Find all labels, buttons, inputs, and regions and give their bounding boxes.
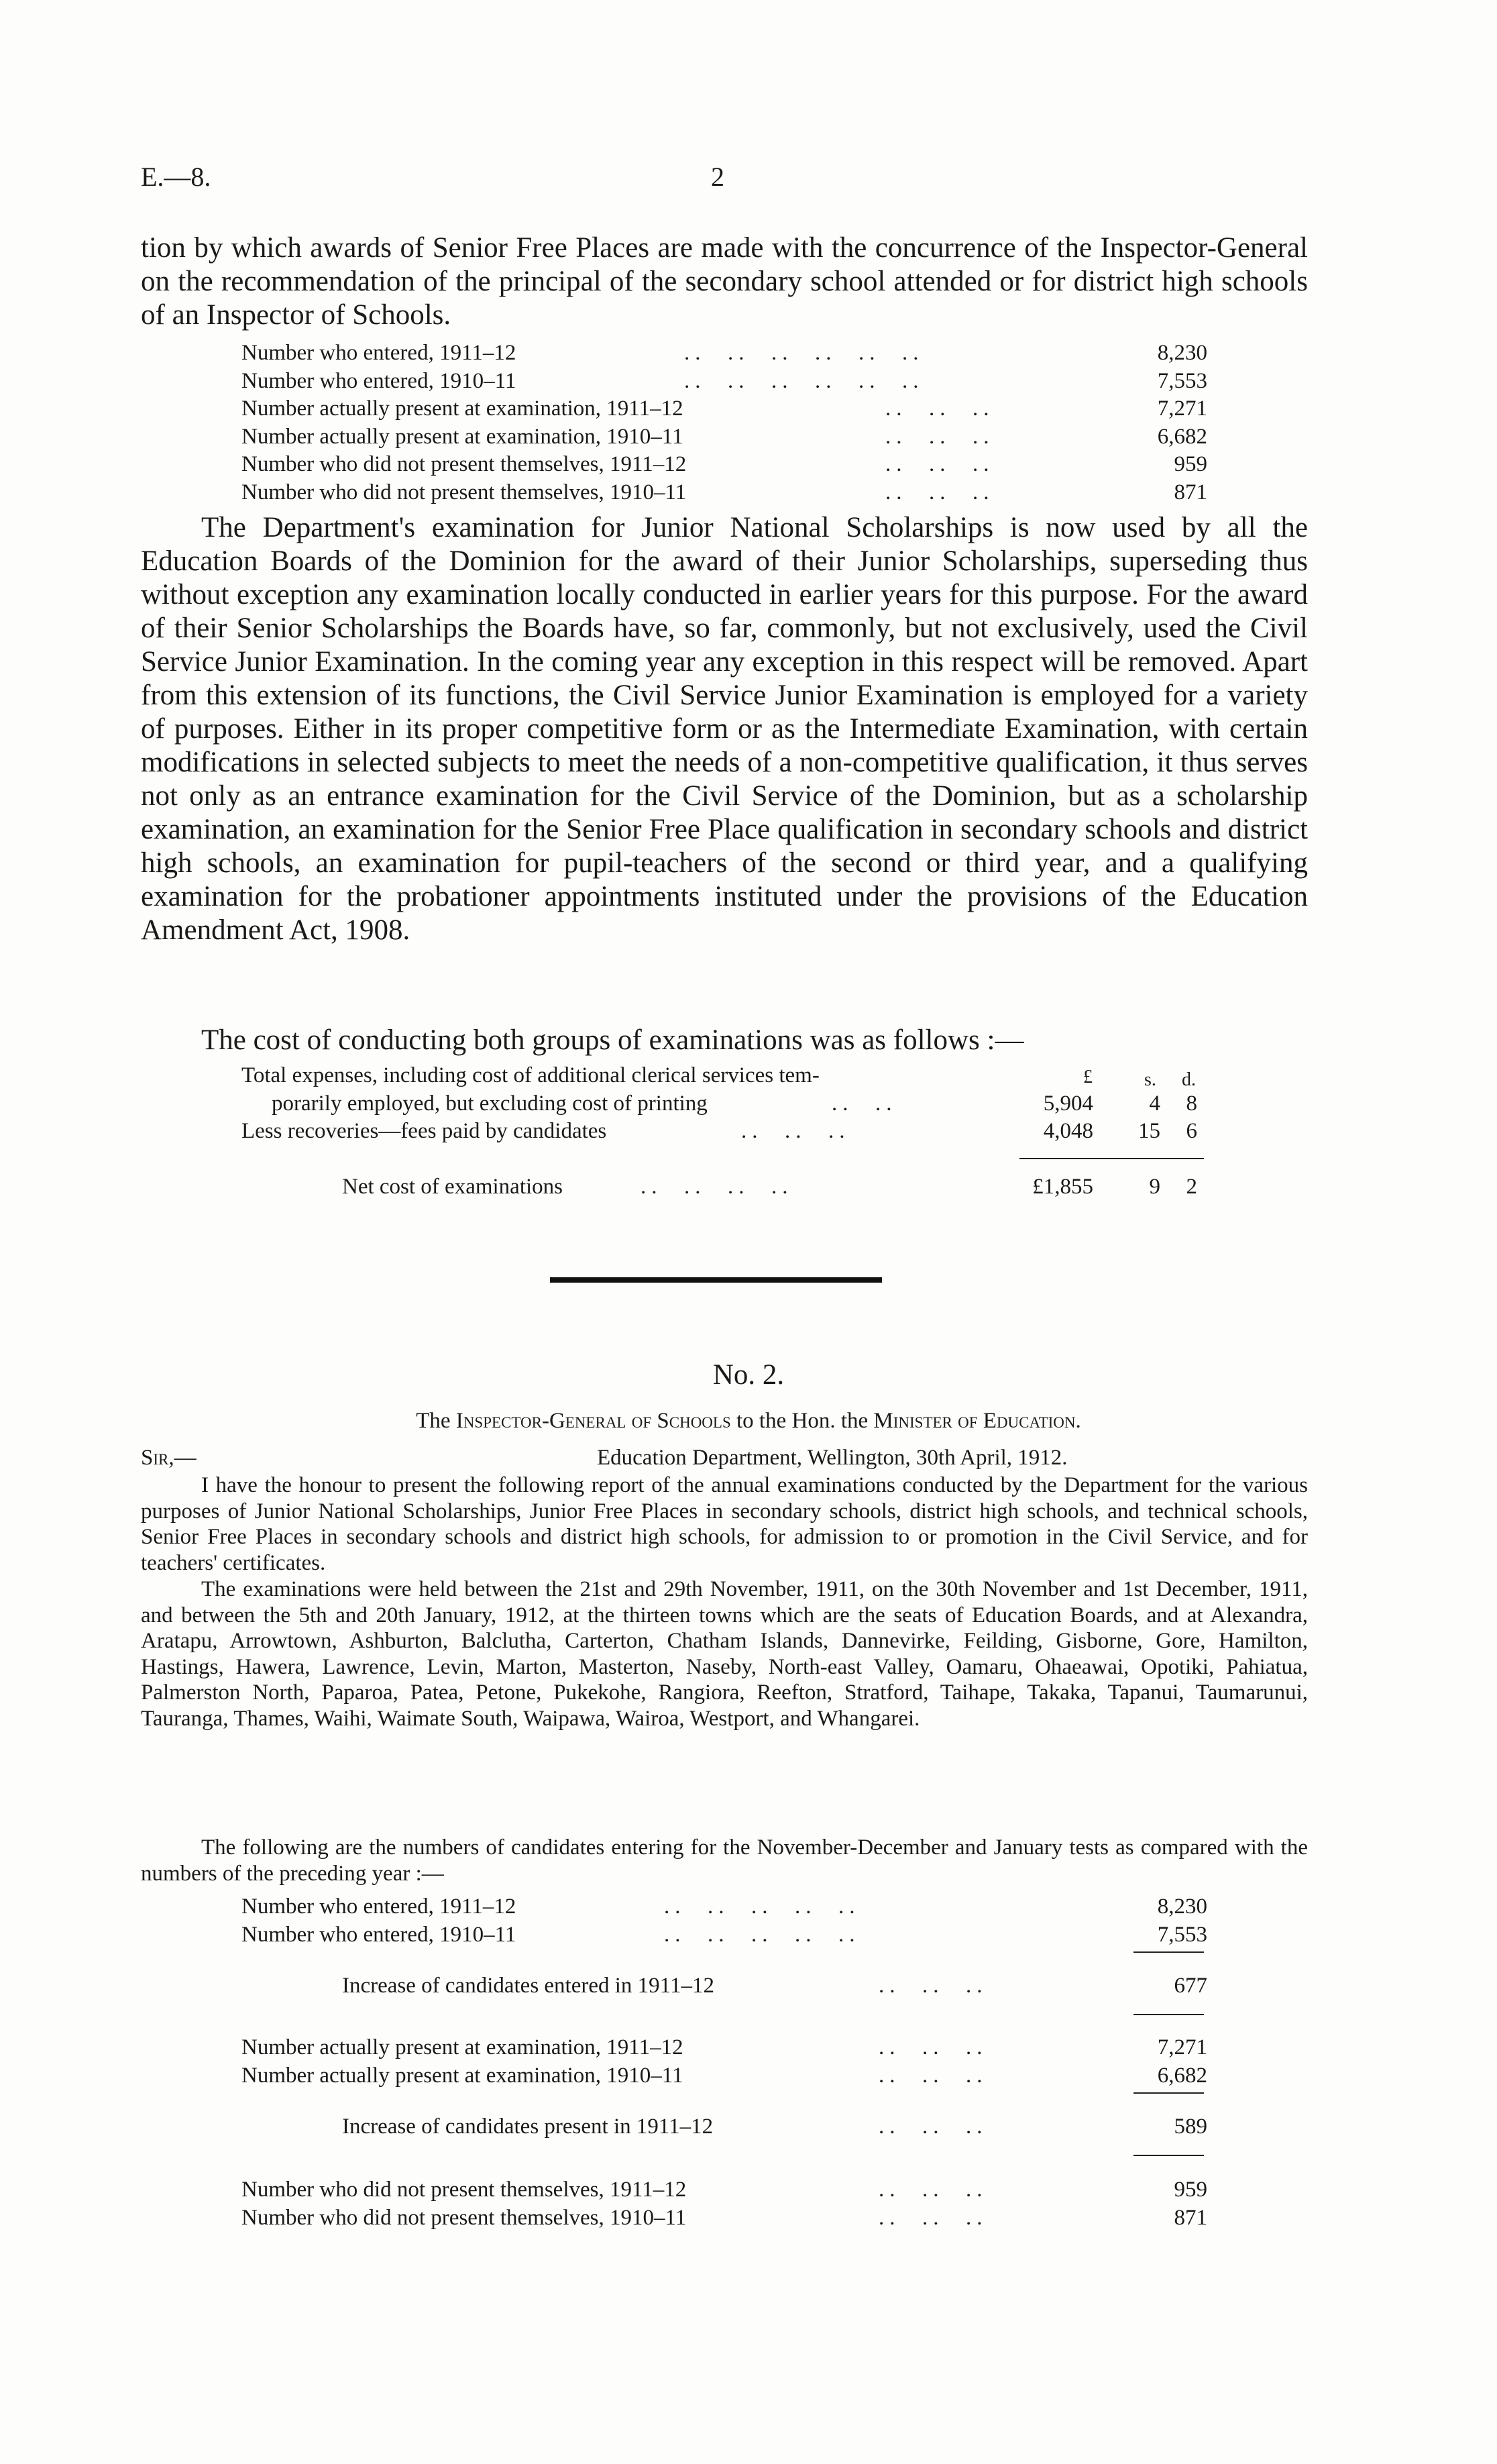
- sum-rule: [1133, 2155, 1204, 2156]
- sum-rule: [1133, 1951, 1204, 1953]
- report-paragraph-2: The examinations were held between the 21st and 29th November, 1911, on the 30th November and 1st December, 1911, and between the 5th and 20th January, 1912, at the thirteen towns which are the seats of Education Boards, and at Alexandra, Aratapu, Arrowtown, Ashburton, Balclutha, Carterton, Chatham Islands, Dannevirke, Feilding, Gisborne, Gore, Hamilton, Hastings, Hawera, Lawrence, Levin, Marton, Masterton, Naseby, North-east Valley, Oamaru, Ohaeawai, Opotiki, Pahiatua, Palmerston North, Paparoa, Patea, Petone, Pukekohe, Rangiora, Reefton, Stratford, Taihape, Takaka, Tapanui, Taumarunui, Tauranga, Thames, Waihi, Waimate South, Waipawa, Wairoa, Westport, and Whangarei.: [141, 1577, 1308, 1731]
- page-number: 2: [711, 162, 724, 192]
- department-paragraph: The Department's examination for Junior National Scholarships is now used by all the Education Boards of the Dominion for the award of their Junior Scholarships, superseding thus without exception any examination locally conducted in earlier years for this purpose. For the award of their Senior Scholarships the Boards have, so far, commonly, but not exclusively, used the Civil Service Junior Examination. In the coming year any exception in this respect will be removed. Apart from this extension of its functions, the Civil Service Junior Examination is employed for a variety of purposes. Either in its proper competitive form or as the Intermediate Examination, with certain modifications in selected subjects to meet the needs of a non-competitive qualification, it thus serves not only as an entrance examination for the Civil Service of the Dominion, but as a scholarship examination, an examination for the Senior Free Place qualification in secondary schools and district high schools, an examination for pupil-teachers of the second or third year, and a qualifying examination for the probationer appointments instituted under the provisions of the Education Amendment Act, 1908.: [141, 512, 1308, 946]
- section-divider: [550, 1277, 882, 1283]
- section-number: No. 2.: [712, 1359, 785, 1391]
- report-paragraph-1: I have the honour to present the following report of the annual examinations conducted by the Department for the various purposes of Junior National Scholarships, Junior Free Places in secondary schools, district high schools, and technical schools, Senior Free Places in secondary schools and district high schools, for admission to or promotion in the Civil Service, and for teachers' certificates.: [141, 1473, 1308, 1575]
- report-paragraph-3: The following are the numbers of candidates entering for the November-December and January tests as compared with the numbers of the preceding year :—: [141, 1835, 1308, 1886]
- sum-rule: [1133, 2092, 1204, 2094]
- pounds-header: £: [1083, 1067, 1093, 1087]
- addressee-line: The Inspector-General of Schools to the Hon. the Minister of Education.: [416, 1409, 1081, 1433]
- cost-intro: The cost of conducting both groups of examinations was as follows :—: [201, 1024, 1024, 1056]
- document-reference: E.—8.: [141, 162, 211, 192]
- salutation: Sir,—: [141, 1446, 197, 1470]
- dateline: Education Department, Wellington, 30th April, 1912.: [597, 1446, 1068, 1470]
- shillings-header: s.: [1144, 1069, 1156, 1090]
- sum-rule: [1133, 2014, 1204, 2015]
- sum-rule: [1019, 1158, 1204, 1159]
- page-header: [141, 161, 1308, 195]
- intro-paragraph: tion by which awards of Senior Free Places are made with the concurrence of the Inspector-General on the recommendation of the principal of the secondary school attended or for district high schools of an Inspector of Schools.: [141, 232, 1308, 331]
- pence-header: d.: [1182, 1069, 1196, 1090]
